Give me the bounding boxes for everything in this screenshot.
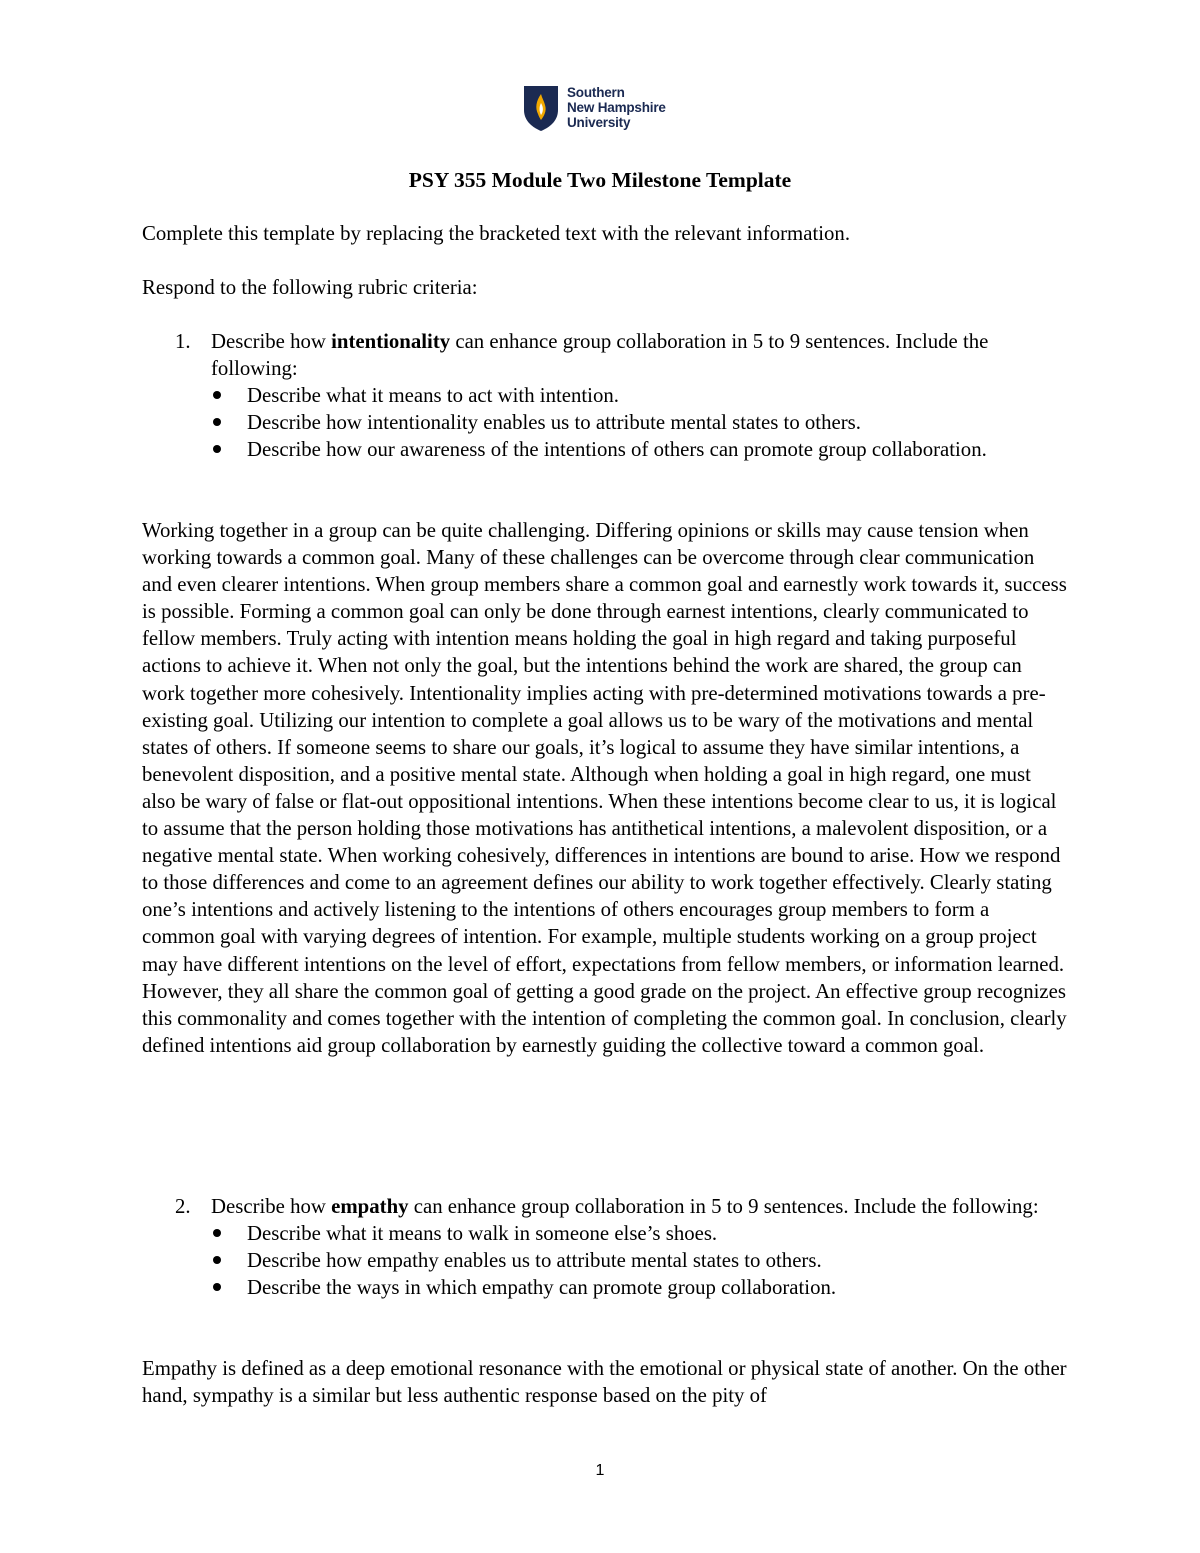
bullet-icon	[213, 445, 221, 453]
question-number: 1.	[175, 330, 191, 353]
question-suffix: can enhance group collaboration in 5 to 9 sentences. Include the following:	[211, 330, 989, 381]
list-item-text: Describe how empathy enables us to attribute mental states to others.	[247, 1249, 822, 1273]
list-item	[211, 1247, 1067, 1274]
question-prefix: Describe how	[211, 1195, 332, 1218]
question-text	[211, 328, 1067, 382]
list-item	[211, 382, 1067, 409]
list-item-text: Describe how intentionality enables us to attribute mental states to others.	[247, 411, 861, 435]
question-prefix: Describe how	[211, 330, 332, 353]
question-keyword: empathy	[331, 1195, 409, 1218]
question-bullet-list	[211, 1220, 1067, 1301]
question-suffix: can enhance group collaboration in 5 to 9 sentences. Include the following:	[408, 1195, 1039, 1218]
question-bullet-list	[211, 382, 1067, 463]
bullet-icon	[213, 1283, 221, 1291]
list-item	[211, 1274, 1067, 1301]
logo-line-1: Southern	[567, 85, 625, 100]
list-item-text: Describe what it means to walk in someone else’s shoes.	[247, 1222, 718, 1246]
list-item-text: Describe the ways in which empathy can promote group collaboration.	[247, 1276, 837, 1300]
answer-1-paragraph: Working together in a group can be quite challenging. Differing opinions or skills may cause tension when working towards a common goal. Many of these challenges can be overcome through clear communication and even clearer intentions. When group members share a common goal and earnestly work towards it, success is possible. Forming a common goal can only be done through earnest intentions, clearly communicated to fellow members. Truly acting with intention means holding the goal in high regard and taking purposeful actions to achieve it. When not only the goal, but the intentions behind the work are shared, the group can work together more cohesively. Intentionality implies acting with pre-determined motivations towards a pre-existing goal. Utilizing our intention to complete a goal allows us to be wary of the motivations and mental states of others. If someone seems to share our goals, it’s logical to assume they have similar intentions, a benevolent disposition, and a positive mental state. Although when holding a goal in high regard, one must also be wary of false or flat-out oppositional intentions. When these intentions become clear to us, it is logical to assume that the person holding those motivations has antithetical intentions, a malevolent disposition, or a negative mental state. When working cohesively, differences in intentions are bound to arise. How we respond to those differences and come to an agreement defines our ability to work together effectively. Clearly stating one’s intentions and actively listening to the intentions of others encourages group members to form a common goal with varying degrees of intention. For example, multiple students working on a group project may have different intentions on the level of effort, expectations from fellow members, or information learned. However, they all share the common goal of getting a good grade on the project. An effective group recognizes this commonality and comes together with the intention of completing the common goal. In conclusion, clearly defined intentions aid group collaboration by earnestly guiding the collective toward a common goal.	[142, 519, 1067, 1057]
list-item	[211, 409, 1067, 436]
instructions-paragraph: Complete this template by replacing the bracketed text with the relevant information.	[142, 222, 851, 245]
page-title: PSY 355 Module Two Milestone Template	[408, 168, 792, 192]
list-item-text: Describe how our awareness of the intentions of others can promote group collaboration.	[247, 438, 987, 462]
bullet-icon	[213, 391, 221, 399]
question-text	[211, 1193, 1067, 1220]
shield-flame-icon	[522, 84, 560, 132]
logo-wordmark	[567, 85, 666, 130]
respond-prompt: Respond to the following rubric criteria:	[142, 276, 478, 299]
logo-line-2: New Hampshire	[567, 100, 666, 115]
list-item	[211, 436, 1067, 463]
bullet-icon	[213, 418, 221, 426]
question-number: 2.	[175, 1195, 191, 1218]
bullet-icon	[213, 1229, 221, 1237]
university-logo	[522, 84, 692, 132]
question-2	[142, 1193, 1067, 1301]
question-keyword: intentionality	[331, 330, 451, 353]
question-1	[142, 328, 1067, 463]
bullet-icon	[213, 1256, 221, 1264]
answer-2-paragraph: Empathy is defined as a deep emotional resonance with the emotional or physical state of another. On the other hand, sympathy is a similar but less authentic response based on the pity of	[142, 1357, 1067, 1408]
list-item-text: Describe what it means to act with intention.	[247, 384, 619, 408]
logo-line-3: University	[567, 115, 631, 130]
list-item	[211, 1220, 1067, 1247]
page-number: 1	[595, 1462, 605, 1479]
